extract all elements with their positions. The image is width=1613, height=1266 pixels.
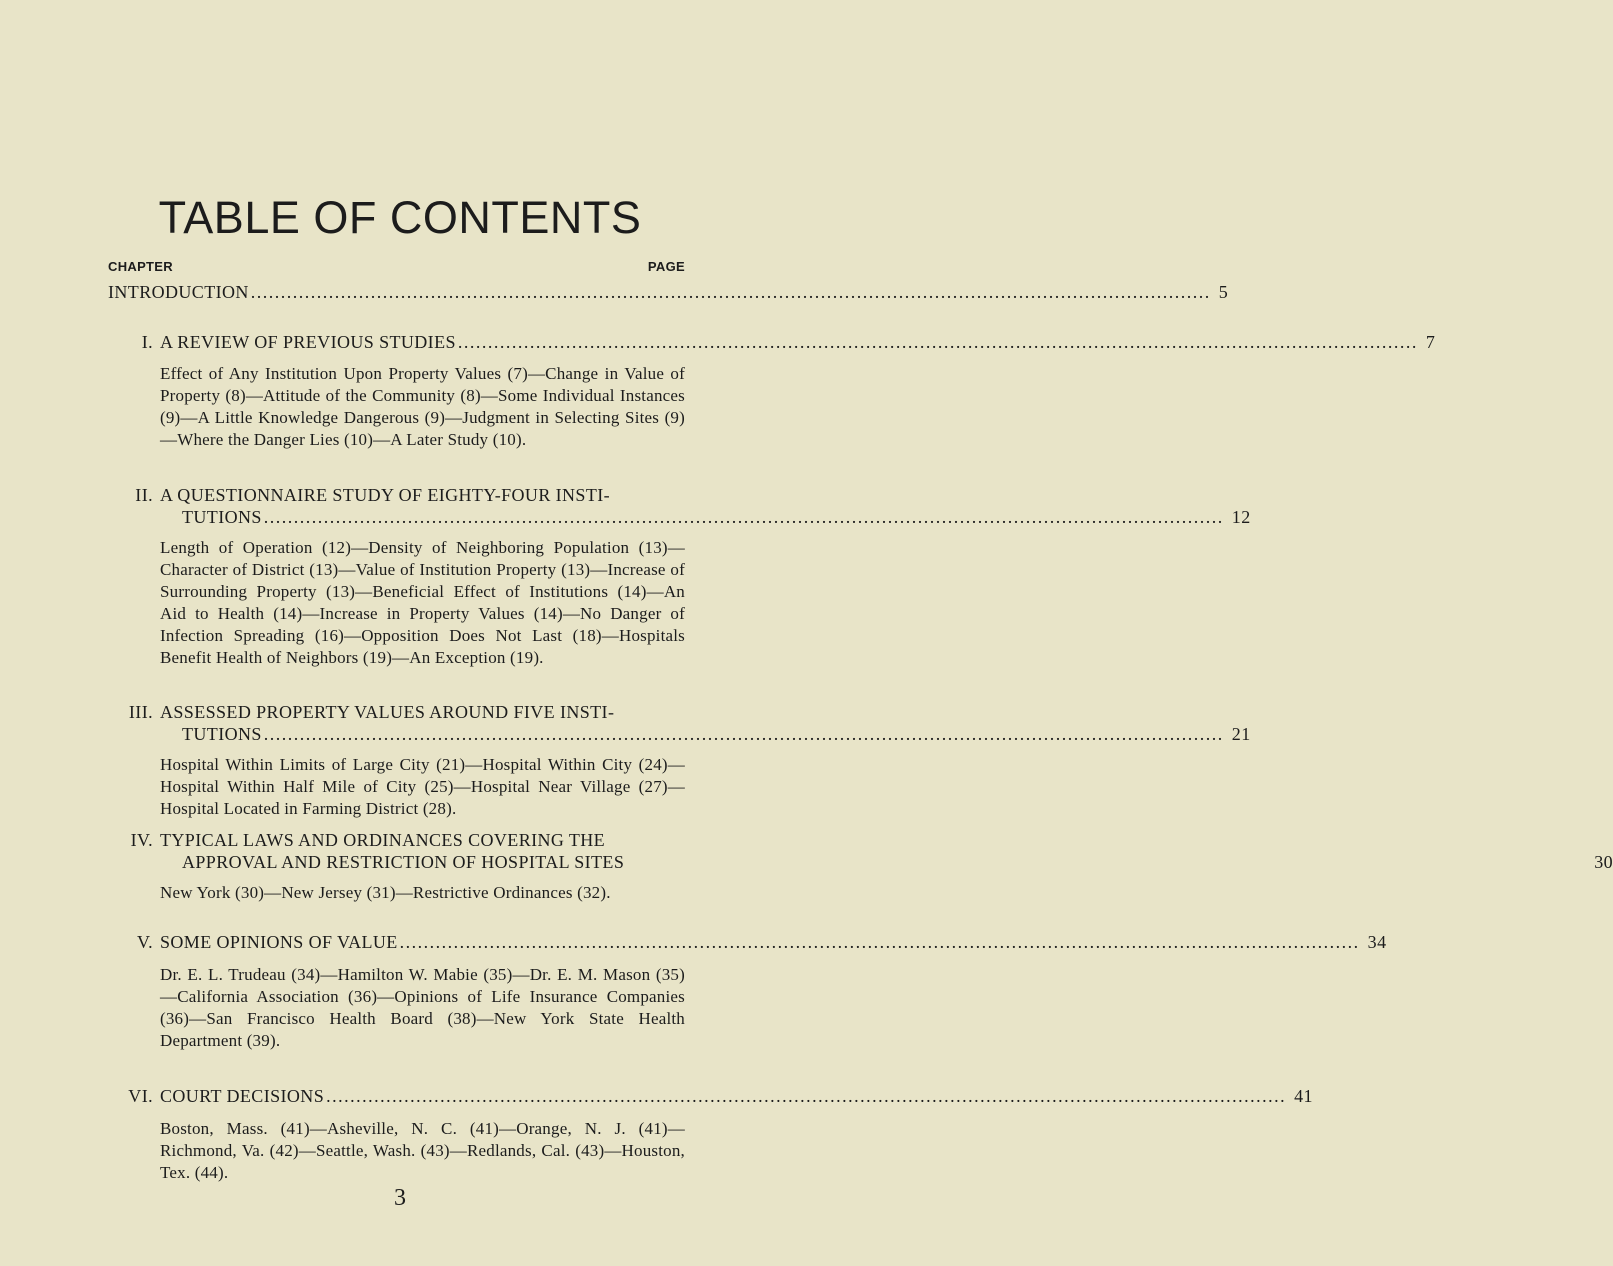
page-title: TABLE OF CONTENTS [158,192,642,243]
dot-leader: ................................................................................................................................................................ [326,1086,1287,1106]
chapter-title-line1: TYPICAL LAWS AND ORDINANCES COVERING THE [160,830,606,850]
chapter-column-header: CHAPTER [108,259,173,274]
chapter-heading-line2 [182,852,1613,873]
chapter-numeral: VI. [128,1086,153,1106]
page-number: 34 [1367,932,1387,952]
chapter-title-line2: APPROVAL AND RESTRICTION OF HOSPITAL SITES [182,852,625,872]
dot-leader: ................................................................................................................................................................ [250,282,1211,302]
dot-leader: ................................................................................................................................................................ [399,932,1360,952]
chapter-6-description: Boston, Mass. (41)—Asheville, N. C. (41)—Orange, N. J. (41)—Richmond, Va. (42)—Seattle, Wash. (43)—Redlands, Cal. (43)—Houston, Tex. (44). [160,1119,685,1182]
toc-entry-introduction[interactable] [108,282,1229,303]
chapter-title: COURT DECISIONS [160,1086,325,1106]
chapter-4-description: New York (30)—New Jersey (31)—Restrictive Ordinances (32). [160,883,611,902]
chapter-heading-line2 [182,507,1251,528]
page-number: 12 [1231,507,1251,527]
chapter-title-line2: TUTIONS [182,724,262,744]
chapter-heading-line [160,932,1387,953]
chapter-2-description: Length of Operation (12)—Density of Neighboring Population (13)—Character of District (13)—Value of Institution Property (13)—Increase of Surrounding Property (13)—Beneficial Effect of Institutions (14)—An Aid to Health (14)—Increase in Property Values (14)—No Danger of Infection Spreading (16)—Opposition Does Not Last (18)—Hospitals Benefit Health of Neighbors (19)—An Exception (19). [160,538,685,667]
chapter-numeral: IV. [130,830,153,850]
dot-leader: ................................................................................................................................................................ [457,332,1418,352]
chapter-1-description: Effect of Any Institution Upon Property Values (7)—Change in Value of Property (8)—Attitude of the Community (8)—Some Individual Instances (9)—A Little Knowledge Dangerous (9)—Judgment in Selecting Sites (9)—Where the Danger Lies (10)—A Later Study (10). [160,364,685,449]
chapter-numeral: V. [137,932,153,952]
chapter-heading-line [160,332,1436,353]
dot-leader: ................................................................................................................................................................ [263,724,1224,744]
chapter-numeral: II. [135,485,153,505]
chapter-title-line1: ASSESSED PROPERTY VALUES AROUND FIVE INSTI- [160,702,615,722]
chapter-title-line2: TUTIONS [182,507,262,527]
chapter-heading-line2 [182,724,1251,745]
chapter-5-description: Dr. E. L. Trudeau (34)—Hamilton W. Mabie (35)—Dr. E. M. Mason (35)—California Association (36)—Opinions of Life Insurance Companies (36)—San Francisco Health Board (38)—New York State Health Department (39). [160,965,685,1050]
dot-leader: ................................................................................................................................................................ [263,507,1224,527]
page-number: 7 [1425,332,1436,352]
page-column-header: PAGE [647,259,685,274]
chapter-title-line1: A QUESTIONNAIRE STUDY OF EIGHTY-FOUR INSTI- [160,485,611,505]
page-number: 30 [1594,852,1613,872]
chapter-title: A REVIEW OF PREVIOUS STUDIES [160,332,456,352]
page-number: 5 [1218,282,1229,302]
chapter-numeral: I. [141,332,153,352]
chapter-3-description: Hospital Within Limits of Large City (21)—Hospital Within City (24)—Hospital Within Half Mile of City (25)—Hospital Near Village (27)—Hospital Located in Farming District (28). [160,755,685,818]
entry-title: INTRODUCTION [108,282,249,302]
chapter-title: SOME OPINIONS OF VALUE [160,932,398,952]
page-folio-number: 3 [394,1185,406,1211]
chapter-numeral: III. [128,702,153,722]
page-number: 41 [1294,1086,1313,1106]
page-number: 21 [1231,724,1251,744]
chapter-heading-line [160,1086,1313,1107]
